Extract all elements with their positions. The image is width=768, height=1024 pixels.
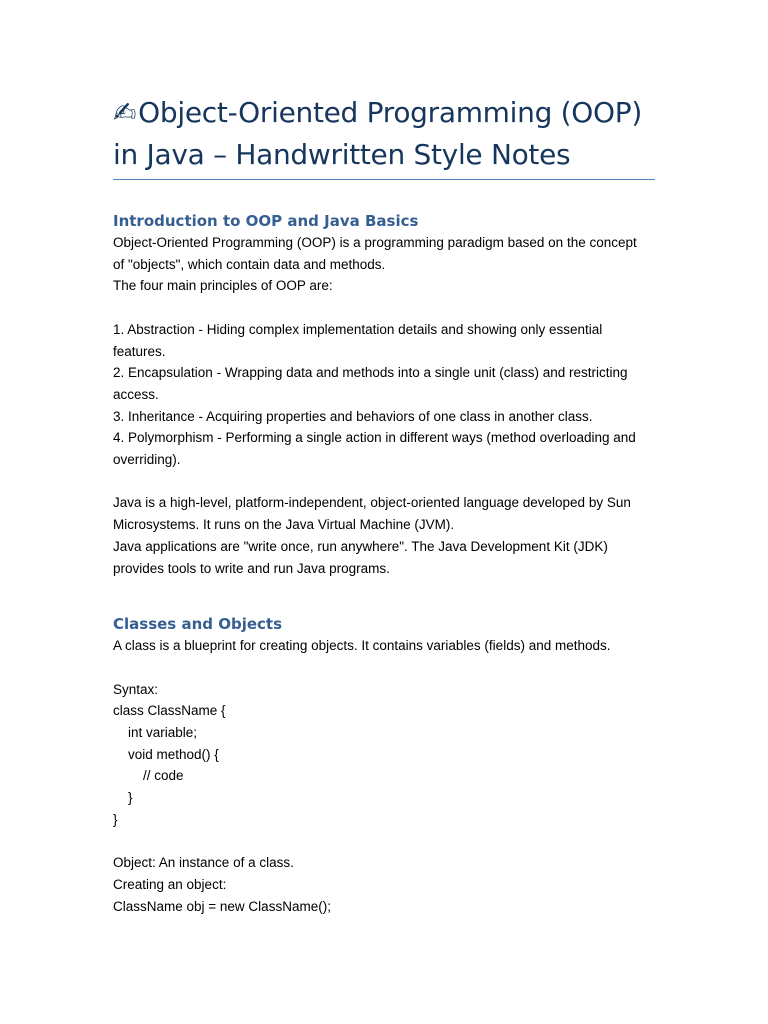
code-line: } (113, 811, 118, 827)
principle-line: 3. Inheritance - Acquiring properties and behaviors of one class in another class. (113, 408, 593, 424)
body-line: Microsystems. It runs on the Java Virtual Machine (JVM). (113, 517, 455, 533)
blank-line (113, 831, 655, 853)
document-page (113, 92, 655, 917)
body-line: of "objects", which contain data and methods. (113, 256, 386, 272)
body-line: provides tools to write and run Java programs. (113, 560, 390, 576)
code-line: ClassName obj = new ClassName(); (113, 898, 331, 914)
section-heading-classes: Classes and Objects (113, 615, 283, 634)
principle-line: 2. Encapsulation - Wrapping data and methods into a single unit (class) and restricting (113, 365, 628, 381)
code-line: } (113, 790, 133, 806)
code-line: // code (113, 768, 184, 784)
body-line: Object-Oriented Programming (OOP) is a programming paradigm based on the concept (113, 235, 637, 250)
principle-line: overriding). (113, 452, 181, 468)
title-underline-divider (113, 179, 655, 180)
principle-line: access. (113, 386, 159, 402)
blank-line (113, 471, 655, 493)
principle-line: features. (113, 343, 166, 359)
blank-line (113, 297, 655, 319)
body-line: Creating an object: (113, 876, 227, 892)
principle-line: 1. Abstraction - Hiding complex implementation details and showing only essential (113, 321, 603, 337)
code-line: Syntax: (113, 681, 159, 697)
body-line: Object: An instance of a class. (113, 855, 294, 871)
code-line: class ClassName { (113, 703, 226, 719)
section-heading-intro: Introduction to OOP and Java Basics (113, 212, 419, 230)
section-body-classes (113, 635, 655, 917)
code-line: int variable; (113, 725, 198, 741)
body-line: The four main principles of OOP are: (113, 278, 333, 294)
writing-hand-icon: ✍ (113, 96, 137, 129)
section-body-intro (113, 232, 655, 579)
code-line: void method() { (113, 746, 219, 762)
title-line-1: Object-Oriented Programming (OOP) (138, 96, 642, 129)
body-line: Java is a high-level, platform-independent, object-oriented language developed by Sun (113, 495, 631, 511)
body-line: A class is a blueprint for creating objects. It contains variables (fields) and methods. (113, 638, 611, 654)
title-line-2: in Java – Handwritten Style Notes (113, 138, 571, 171)
principle-line: 4. Polymorphism - Performing a single action in different ways (method overloading and (113, 430, 636, 446)
blank-line (113, 657, 655, 679)
body-line: Java applications are "write once, run anywhere". The Java Development Kit (JDK) (113, 538, 608, 554)
document-title (113, 92, 655, 176)
